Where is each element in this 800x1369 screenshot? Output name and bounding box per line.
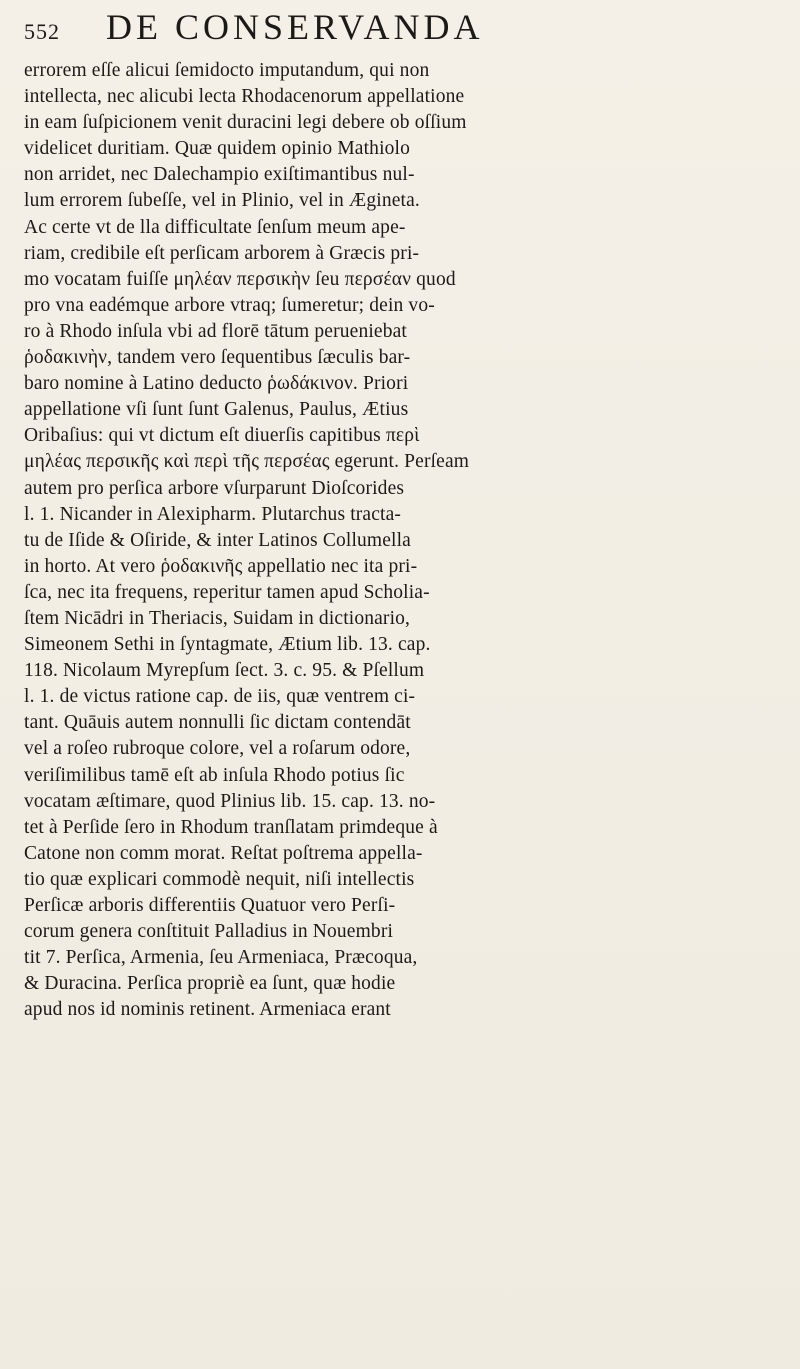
text-line: riam, credibile eſt perſicam arborem à Græcis pri- (24, 242, 420, 264)
text-line: vel a roſeo rubroque colore, vel a roſarum odore, (24, 738, 411, 760)
text-line: videlicet duritiam. Quæ quidem opinio Mathiolo (24, 138, 411, 160)
text-line: l. 1. de victus ratione cap. de iis, quæ ventrem ci- (24, 686, 416, 708)
text-line: tu de Iſide & Oſiride, & inter Latinos Collumella (24, 529, 411, 551)
page-header (24, 6, 776, 56)
text-line: 118. Nicolaum Myrepſum ſect. 3. c. 95. & Pſellum (24, 660, 425, 682)
text-line: intellecta, nec alicubi lecta Rhodacenorum appellatione (24, 86, 465, 108)
text-line: μηλέας περσικῆς καὶ περὶ τῆς περσέας egerunt. Perſeam (24, 451, 470, 473)
text-line: tet à Perſide ſero in Rhodum tranſlatam primdeque à (24, 816, 438, 838)
text-line: vocatam æſtimare, quod Plinius lib. 15. cap. 13. no- (24, 790, 436, 812)
running-head: DE CONSERVANDA (106, 7, 484, 47)
text-line: in horto. At vero ῥοδακινῆς appellatio nec ita pri- (24, 555, 418, 577)
blank-lower-page (0, 749, 800, 1369)
text-line: autem pro perſica arbore vſurparunt Dioſcorides (24, 477, 405, 499)
text-line: corum genera conſtituit Palladius in Nouembri (24, 921, 394, 943)
text-line: l. 1. Nicander in Alexipharm. Plutarchus tracta- (24, 503, 402, 525)
text-line: baro nomine à Latino deducto ῥωδάκινον. Priori (24, 373, 409, 395)
text-line: ῥοδακινὴν, tandem vero ſequentibus ſæculis bar- (24, 347, 411, 369)
text-line: in eam ſuſpicionem venit duracini legi debere ob oſſium (24, 112, 467, 134)
text-line: ſca, nec ita frequens, reperitur tamen apud Scholia- (24, 581, 430, 603)
page-number: 552 (24, 19, 60, 44)
text-line: appellatione vſi ſunt ſunt Galenus, Paulus, Ætius (24, 399, 409, 421)
text-line: pro vna eadémque arbore vtraq; ſumeretur; dein vo- (24, 294, 435, 316)
text-line: errorem eſſe alicui ſemidocto imputandum, qui non (24, 60, 430, 81)
text-line: Oribaſius: qui vt dictum eſt diuerſis capitibus περὶ (24, 425, 420, 447)
text-line: Perſicæ arboris differentiis Quatuor vero Perſi- (24, 895, 396, 916)
text-line: Simeonem Sethi in ſyntagmate, Ætium lib. 13. cap. (24, 634, 431, 656)
text-line: lum errorem ſubeſſe, vel in Plinio, vel in Æginetа. (24, 190, 420, 212)
text-line: tant. Quāuis autem nonnulli ſic dictam contendāt (24, 712, 411, 734)
text-line: mo vocatam fuiſſe μηλέαν περσικὴν ſeu περσέαν quod (24, 268, 456, 290)
text-line: tit 7. Perſica, Armenia, ſeu Armeniaca, Præcoqua, (24, 947, 418, 969)
text-line: veriſimilibus tamē eſt ab inſula Rhodo potius ſic (24, 764, 405, 786)
text-line: & Duracina. Perſica propriè ea ſunt, quæ hodie (24, 973, 396, 995)
text-line: non arridet, nec Dalechampio exiſtimantibus nul- (24, 164, 415, 186)
text-line: Ac certe vt de lla difficultate ſenſum meum ape- (24, 216, 406, 238)
text-line: tio quæ explicari commodè nequit, niſi intellectis (24, 868, 415, 890)
text-line: apud nos id nominis retinent. Armeniaca erant (24, 999, 391, 1021)
text-line: Catone non comm morat. Reſtat poſtrema appella- (24, 842, 423, 864)
text-line: ro à Rhodo inſula vbi ad florē tātum perueniebat (24, 320, 408, 342)
text-line: ſtem Nicādri in Theriacis, Suidam in dictionario, (24, 607, 411, 629)
